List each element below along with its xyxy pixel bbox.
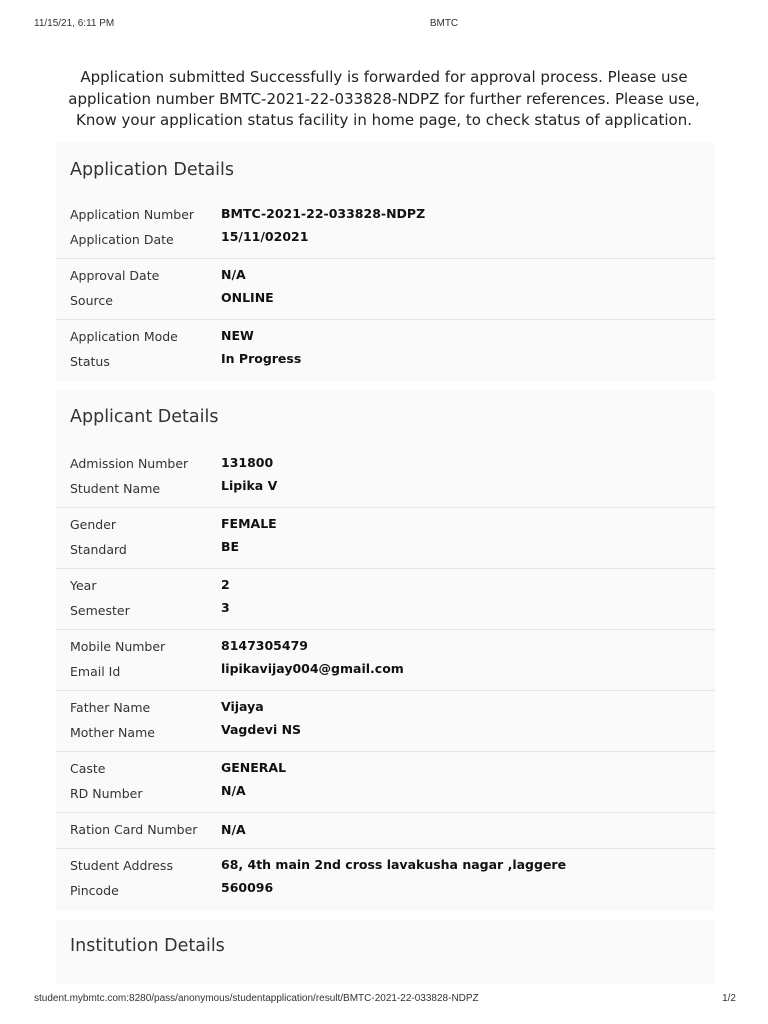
detail-row xyxy=(56,320,715,381)
gender-value: FEMALE xyxy=(221,516,277,531)
field-label: Father Name xyxy=(70,700,151,715)
print-url: student.mybmtc.com:8280/pass/anonymous/studentapplication/result/BMTC-2021-22-033828-NDPZ xyxy=(34,993,479,1004)
ration-card-value: N/A xyxy=(221,822,246,837)
application-details-rows xyxy=(56,198,715,381)
field-label: Student Address xyxy=(70,858,173,873)
field-label: Ration Card Number xyxy=(70,822,198,837)
rd-number-value: N/A xyxy=(221,783,246,798)
application-mode-value: NEW xyxy=(221,328,254,343)
application-number-value: BMTC-2021-22-033828-NDPZ xyxy=(221,206,426,221)
mother-name-value: Vagdevi NS xyxy=(221,722,302,737)
success-message-line: Application submitted Successfully is forwarded for approval process. Please use xyxy=(80,68,688,86)
email-value: lipikavijay004@gmail.com xyxy=(221,661,404,676)
field-label: Semester xyxy=(70,603,130,618)
semester-value: 3 xyxy=(221,600,230,615)
field-label: RD Number xyxy=(70,786,143,801)
field-label: Student Name xyxy=(70,481,161,496)
field-label: Year xyxy=(70,578,97,593)
application-date-value: 15/11/02021 xyxy=(221,229,309,244)
field-label: Email Id xyxy=(70,664,121,679)
field-label: Standard xyxy=(70,542,127,557)
applicant-details-rows xyxy=(56,447,715,910)
year-value: 2 xyxy=(221,577,230,592)
field-label: Status xyxy=(70,354,110,369)
mobile-number-value: 8147305479 xyxy=(221,638,308,653)
institution-details-section xyxy=(56,920,715,984)
applicant-details-section xyxy=(56,391,715,911)
section-title: Application Details xyxy=(70,160,235,180)
caste-value: GENERAL xyxy=(221,760,287,775)
field-label: Admission Number xyxy=(70,456,189,471)
print-datetime: 11/15/21, 6:11 PM xyxy=(34,18,115,29)
success-message-line: application number BMTC-2021-22-033828-NDPZ for further references. Please use, xyxy=(68,89,700,108)
success-message-line: Know your application status facility in home page, to check status of application. xyxy=(75,111,692,129)
detail-row xyxy=(56,691,715,752)
field-label: Gender xyxy=(70,517,117,532)
detail-row xyxy=(56,569,715,630)
field-label: Caste xyxy=(70,761,106,776)
detail-row xyxy=(56,813,715,849)
detail-row xyxy=(56,630,715,691)
student-name-value: Lipika V xyxy=(221,478,278,493)
field-label: Source xyxy=(70,293,113,308)
field-label: Pincode xyxy=(70,883,119,898)
field-label: Application Mode xyxy=(70,329,178,344)
section-title: Applicant Details xyxy=(70,407,219,427)
print-page-title: BMTC xyxy=(429,18,459,29)
status-value: In Progress xyxy=(221,351,302,366)
standard-value: BE xyxy=(221,539,240,554)
admission-number-value: 131800 xyxy=(221,455,274,470)
pincode-value: 560096 xyxy=(221,880,274,895)
field-label: Mother Name xyxy=(70,725,155,740)
student-address-value: 68, 4th main 2nd cross lavakusha nagar ,laggere xyxy=(221,857,567,872)
section-title: Institution Details xyxy=(70,936,225,956)
detail-row xyxy=(56,447,715,508)
approval-date-value: N/A xyxy=(221,267,246,282)
detail-row xyxy=(56,508,715,569)
field-label: Application Number xyxy=(70,207,195,222)
detail-row xyxy=(56,259,715,320)
detail-row xyxy=(56,849,715,910)
success-message xyxy=(60,67,708,132)
field-label: Application Date xyxy=(70,232,174,247)
father-name-value: Vijaya xyxy=(221,699,264,714)
application-details-section xyxy=(56,143,715,381)
field-label: Mobile Number xyxy=(70,639,166,654)
source-value: ONLINE xyxy=(221,290,274,305)
field-label: Approval Date xyxy=(70,268,160,283)
detail-row xyxy=(56,198,715,259)
print-page-number: 1/2 xyxy=(722,993,736,1004)
detail-row xyxy=(56,752,715,813)
